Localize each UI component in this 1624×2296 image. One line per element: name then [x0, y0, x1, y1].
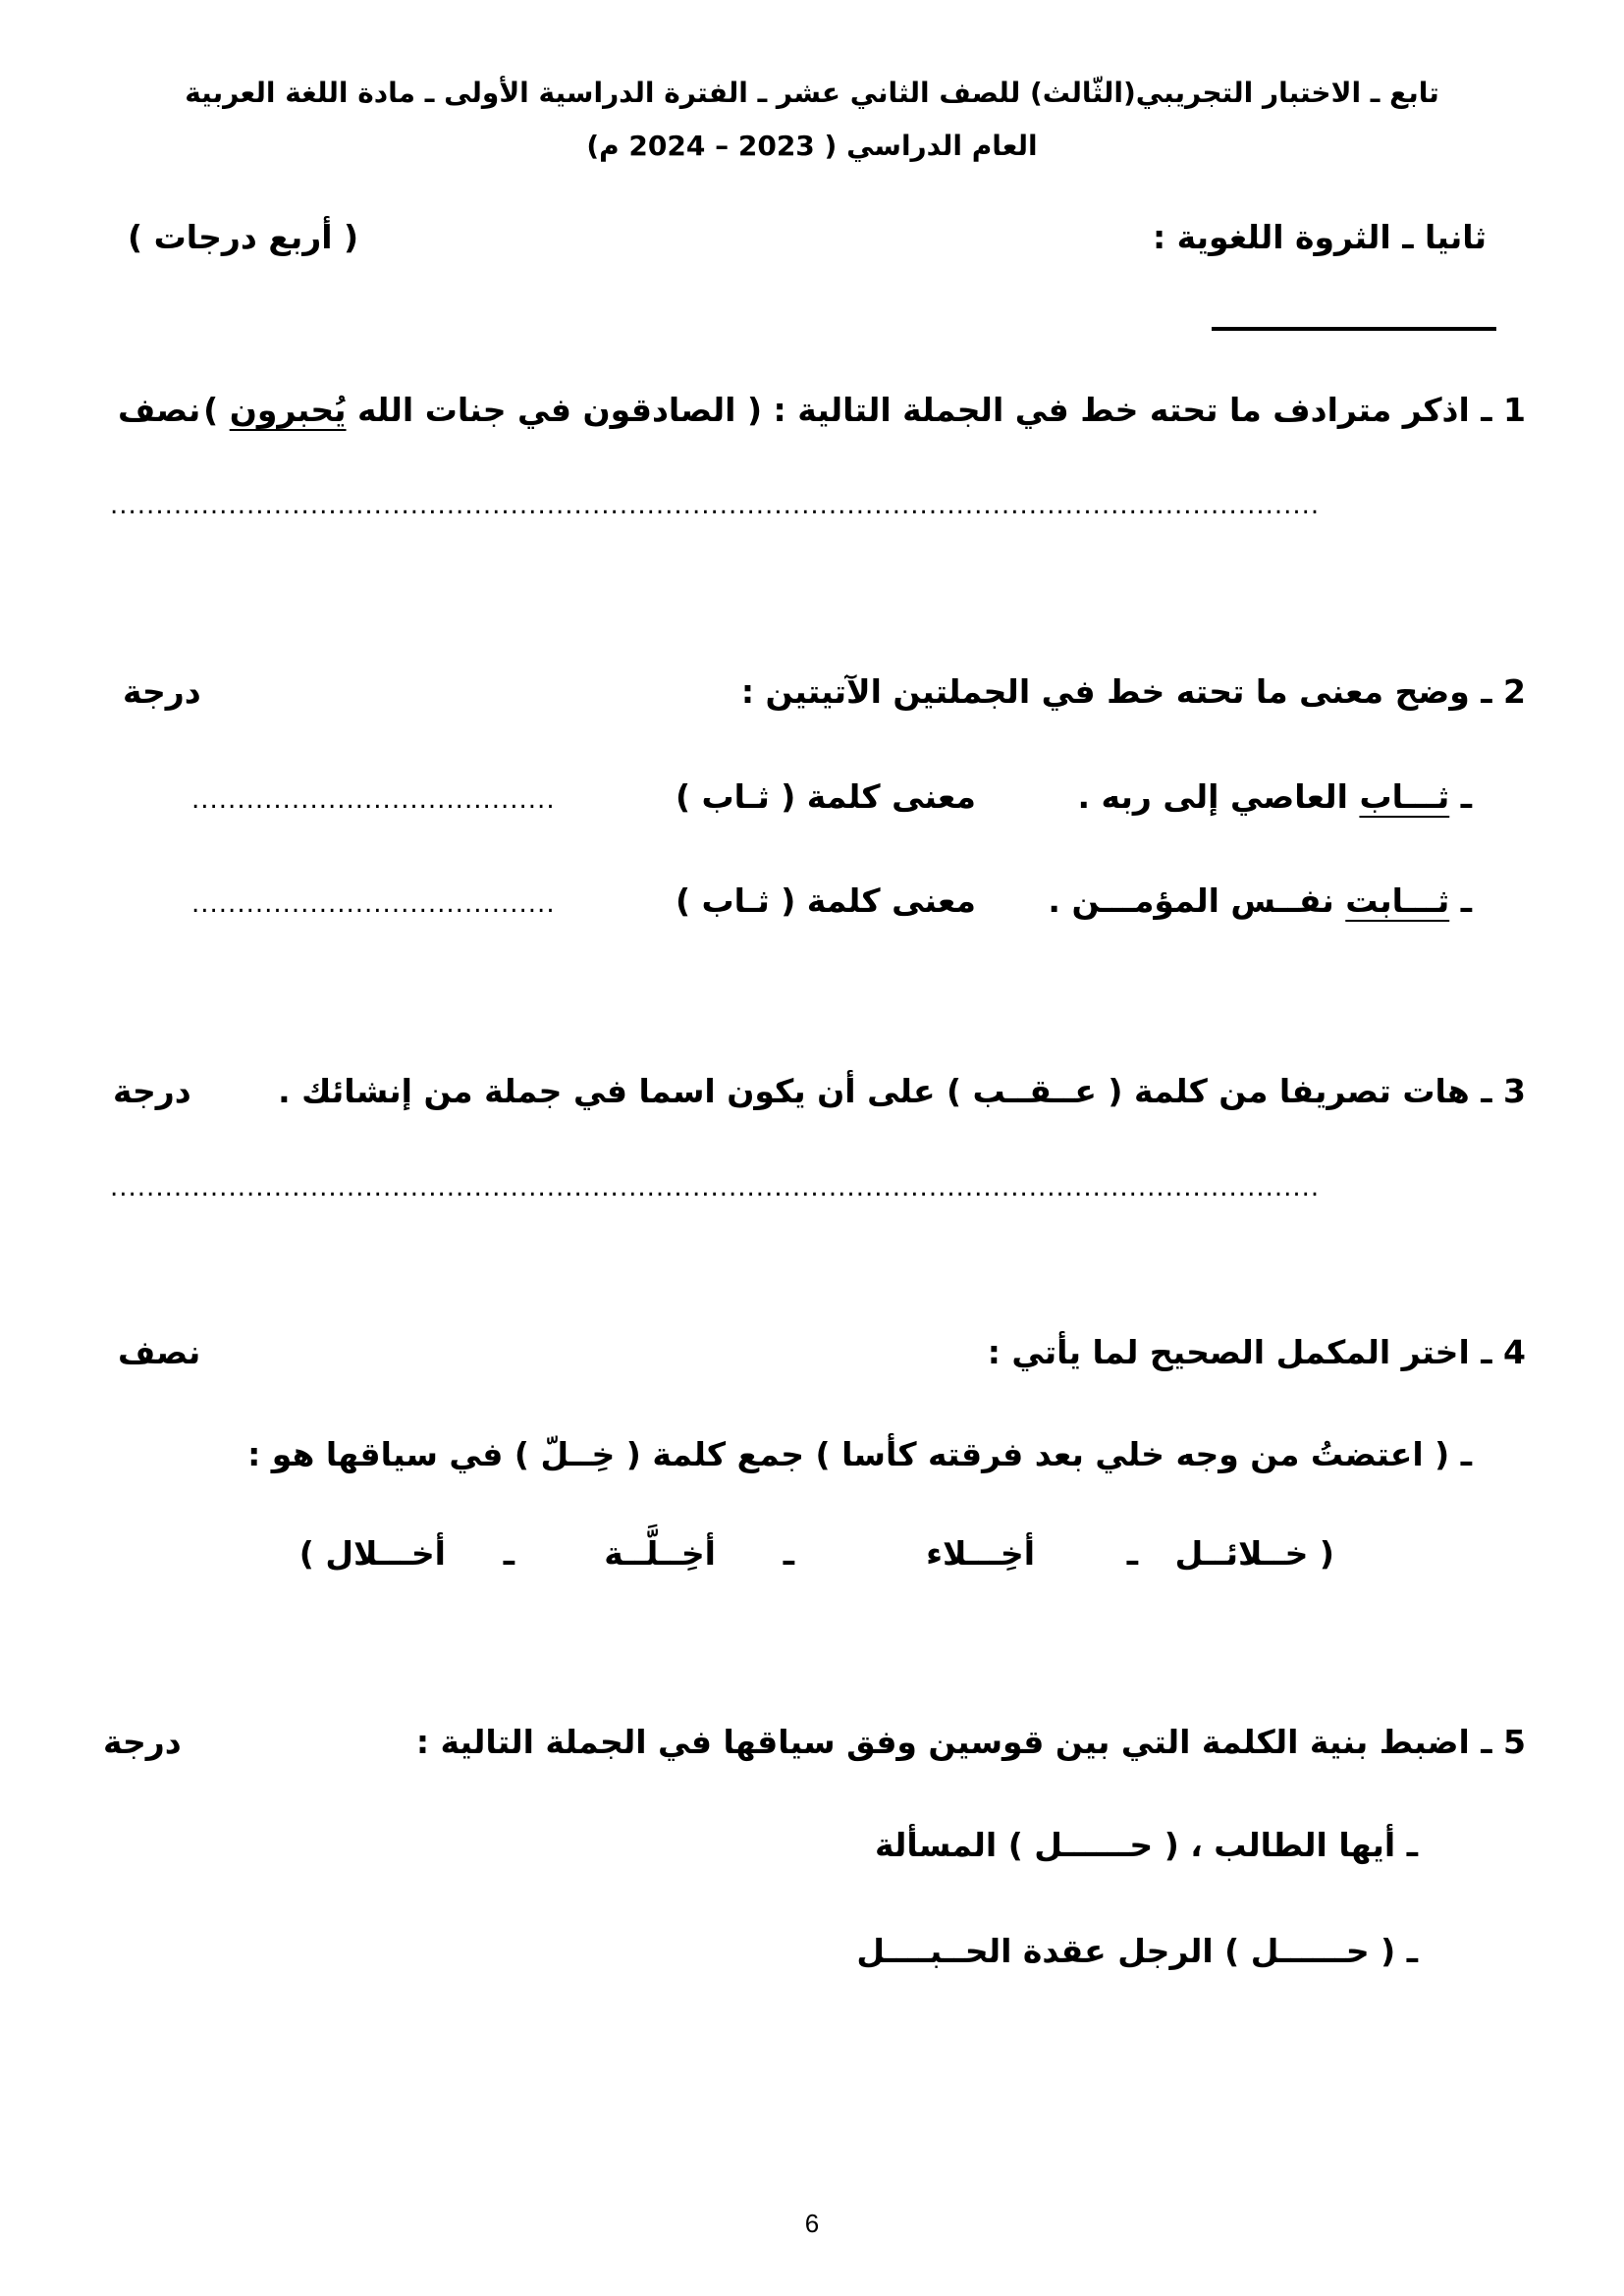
header-year: العام الدراسي ( 2023 – 2024 م): [586, 130, 1038, 162]
q2-item-2-rest: نفــس المؤمـــن .: [1048, 881, 1346, 920]
q4-separator-1: ـ: [1126, 1534, 1138, 1573]
q2-item-2-underlined: ثـــابت: [1345, 881, 1450, 920]
q3-answer-line[interactable]: .....................................................................................................................................: [110, 1173, 1321, 1202]
q2-item-2-answer[interactable]: ........................................: [191, 889, 556, 919]
q4-separator-2: ـ: [783, 1534, 794, 1573]
q4-sentence-mid: من وجه خلي بعد فرقته كأسا ) جمع كلمة ( خ: [591, 1435, 1311, 1473]
q2-item-1-meaning: معنى كلمة ( ثـاب ): [675, 777, 976, 816]
q4-separator-3: ـ: [503, 1534, 514, 1573]
q2-item-1-dash: ـ: [1449, 777, 1472, 816]
q5-item-1: ـ أيها الطالب ، ( حــــــل ) المسألة: [875, 1826, 1418, 1864]
q3-prompt: 3 ـ هات تصريفا من كلمة ( عــقــب ) على أن يكون اسما في جملة من إنشائك .: [278, 1072, 1526, 1110]
q5-prompt: 5 ـ اضبط بنية الكلمة التي بين قوسين وفق سياقها في الجملة التالية :: [415, 1723, 1526, 1761]
q1-prompt: [203, 391, 1526, 429]
q5-item-2: ـ ( حــــــل ) الرجل عقدة الحــبــــل: [856, 1932, 1418, 1970]
q4-grade: نصف: [118, 1333, 201, 1371]
q2-grade: درجة: [123, 672, 201, 711]
q2-item-1-underlined: ثـــاب: [1359, 777, 1450, 816]
section-underline: [1212, 327, 1496, 331]
q1-grade: نصف: [118, 391, 201, 429]
q2-item-1-answer[interactable]: ........................................: [191, 785, 556, 815]
section-title: ثانيا ـ الثروة اللغوية :: [1152, 218, 1487, 256]
q2-item-1-rest: العاصي إلى ربه .: [1077, 777, 1360, 816]
q4-sentence-end: ــلّ ) في سياقها هو :: [247, 1435, 592, 1473]
q4-sentence-start: ـ ( اعتضت: [1310, 1435, 1472, 1473]
q4-option-1[interactable]: ( خــلائــل: [1174, 1534, 1334, 1573]
q4-prompt: 4 ـ اختر المكمل الصحيح لما يأتي :: [987, 1333, 1526, 1371]
q4-option-2[interactable]: أخِـــلاء: [926, 1534, 1035, 1573]
q3-grade: درجة: [113, 1072, 191, 1110]
q2-item-2-dash: ـ: [1449, 881, 1472, 920]
q2-item-2-meaning: معنى كلمة ( ثـاب ): [675, 881, 976, 920]
q2-item-2: [1048, 881, 1472, 920]
q1-suffix: ): [203, 391, 230, 429]
q2-item-1: [1077, 777, 1472, 816]
q4-sentence: [247, 1435, 1472, 1473]
q1-prefix: 1 ـ اذكر مترادف ما تحته خط في الجملة التالية : ( الصادقون في جنات الله: [346, 391, 1526, 429]
q1-answer-line[interactable]: .....................................................................................................................................: [110, 491, 1321, 520]
page-number: 6: [804, 2209, 820, 2238]
q4-option-3[interactable]: أخِــلَّــة: [604, 1534, 716, 1573]
q1-underlined-word: يُحبرون: [229, 391, 347, 429]
header-title: تابع ـ الاختبار التجريبي(الثّالث) للصف الثاني عشر ـ الفترة الدراسية الأولى ـ مادة اللغة العربية: [185, 77, 1439, 109]
q4-option-4[interactable]: أخـــلال ): [298, 1534, 446, 1573]
section-marks: ( أربع درجات ): [128, 218, 359, 256]
q2-prompt: 2 ـ وضح معنى ما تحته خط في الجملتين الآتيتين :: [740, 672, 1526, 711]
q5-grade: درجة: [103, 1723, 182, 1761]
